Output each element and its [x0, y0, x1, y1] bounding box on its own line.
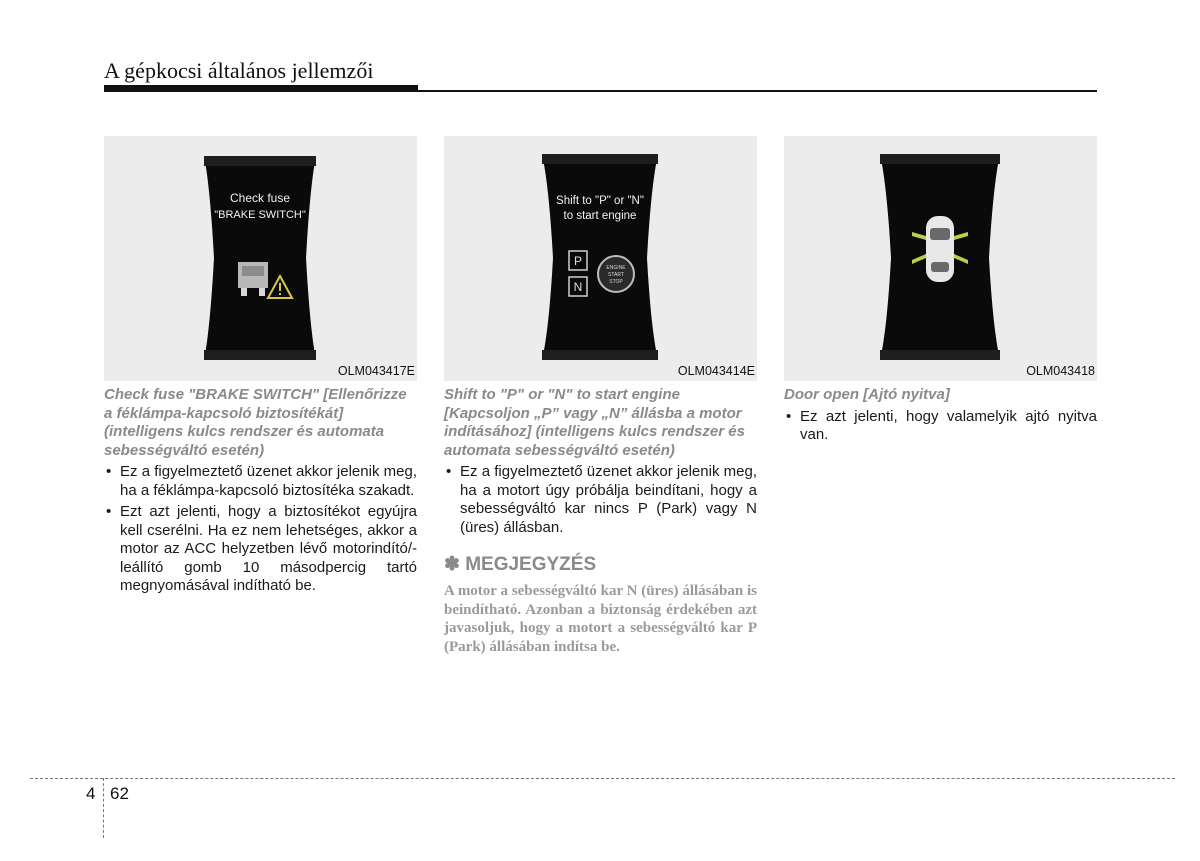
- display-line-1: Shift to "P" or "N": [556, 195, 644, 207]
- column-door-open: [784, 136, 1097, 448]
- svg-text:START: START: [608, 272, 624, 278]
- brake-switch-display: [104, 136, 417, 381]
- footer-vertical-rule: [103, 778, 104, 838]
- display-line-1: Check fuse: [229, 191, 291, 205]
- column-shift-to-p-or-n: [444, 136, 757, 656]
- display-line-2: to start engine: [563, 210, 637, 222]
- section-heading: Check fuse "BRAKE SWITCH" [Ellenőrizze a féklámpa-kapcsoló biztosítékát] (intelligens kulcs rendszer és automata sebességváltó esetén): [104, 386, 407, 459]
- svg-text:N: N: [573, 280, 583, 294]
- svg-text:P: P: [573, 254, 583, 268]
- cluster-display-panel: [204, 156, 316, 360]
- figure-code: OLM043418: [1026, 364, 1095, 378]
- shift-display: [444, 136, 757, 381]
- page-header-title: A gépkocsi általános jellemzői: [104, 58, 374, 83]
- figure-shift-to-p-or-n: [444, 136, 757, 381]
- page-number: 62: [110, 784, 129, 803]
- bullet-list: [444, 463, 757, 537]
- note-body: A motor a sebességváltó kar N (üres) állásában is beindítható. Azonban a biztonság érdekében azt javasoljuk, hogy a motort a sebességváltó kar P (Park) állásában indítsa be.: [444, 583, 757, 655]
- bullet-item: • Ezt azt jelenti, hogy a biztosítékot egyújra kell cserélni. Ha ez nem lehetséges, akkor a motor az ACC helyzetben lévő motorindító/-leállító gomb 10 másodpercig tartó megnyomásával indítható be.: [104, 503, 417, 596]
- cluster-display-panel: [542, 154, 658, 360]
- display-line-2: "BRAKE SWITCH": [214, 209, 306, 221]
- footer-dashed-rule: [30, 778, 1175, 779]
- note-title: ✽ MEGJEGYZÉS: [444, 554, 597, 575]
- svg-text:ENGINE: ENGINE: [606, 265, 626, 271]
- engine-start-stop-button-icon: [598, 256, 634, 292]
- chapter-number: 4: [86, 784, 96, 803]
- bullet-list: [784, 408, 1097, 445]
- figure-door-open: [784, 136, 1097, 381]
- door-open-display: [784, 136, 1097, 381]
- section-heading: Door open [Ajtó nyitva]: [784, 386, 950, 403]
- bullet-list: [104, 463, 417, 596]
- bullet-item: • Ez a figyelmeztető üzenet akkor jelenik meg, ha a motort úgy próbálja beindítani, hogy a sebességváltó kar nincs P (Park) vagy N (üres) állásban.: [444, 463, 757, 537]
- bullet-item: • Ez a figyelmeztető üzenet akkor jelenik meg, ha a féklámpa-kapcsoló biztosítéka szakadt.: [104, 463, 417, 500]
- bullet-item: • Ez azt jelenti, hogy valamelyik ajtó nyitva van.: [784, 408, 1097, 445]
- section-heading: Shift to "P" or "N" to start engine [Kapcsoljon „P” vagy „N” állásba a motor indításához] (intelligens kulcs rendszer és automata sebességváltó esetén): [444, 386, 745, 459]
- figure-code: OLM043414E: [677, 364, 755, 378]
- figure-code: OLM043417E: [337, 364, 415, 378]
- column-brake-switch: [104, 136, 417, 599]
- header-rule: [104, 90, 1097, 92]
- car-top-view-icon: [926, 216, 954, 282]
- figure-brake-switch: [104, 136, 417, 381]
- svg-text:STOP: STOP: [609, 279, 623, 285]
